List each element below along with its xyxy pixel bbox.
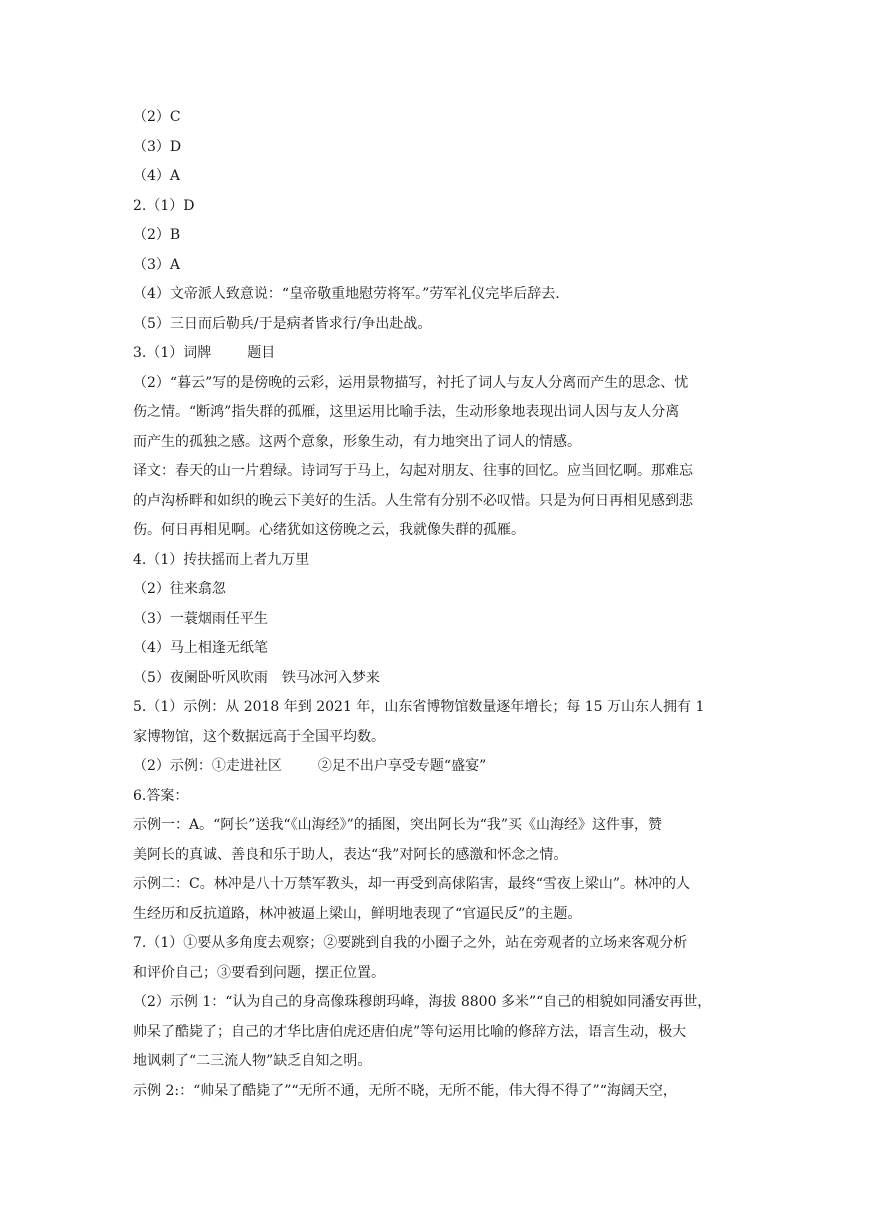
text-line: 生经历和反抗道路，林冲被逼上梁山，鲜明地表现了“官逼民反”的主题。 bbox=[133, 905, 582, 922]
text-line: （2）往来翕忽 bbox=[133, 581, 226, 597]
answer-text bbox=[133, 103, 738, 1106]
text-line: 帅呆了酷毙了；自己的才华比唐伯虎还唐伯虎”等句运用比喻的修辞方法，语言生动，极大 bbox=[133, 1023, 687, 1040]
text-line: 示例 2:：“帅呆了酷毙了”“无所不通，无所不晓，无所不能，伟大得不得了”“海阔天空， bbox=[133, 1082, 677, 1099]
text-line: 7.（1）①要从多角度去观察；②要跳到自我的小圈子之外，站在旁观者的立场来客观分析 bbox=[133, 935, 688, 951]
text-segment: 铁马冰河入梦来 bbox=[281, 669, 380, 686]
text-segment: 3.（1）词牌 bbox=[133, 345, 212, 361]
text-line: 4.（1）抟扶摇而上者九万里 bbox=[133, 551, 310, 568]
text-line: （4）A bbox=[133, 168, 181, 184]
text-line: （4）文帝派人致意说：“皇帝敬重地慰劳将军。”劳军礼仪完毕后辞去. bbox=[133, 286, 560, 302]
text-line: 的卢沟桥畔和如织的晚云下美好的生活。人生常有分别不必叹惜。只是为何日再相见感到悲 bbox=[133, 492, 693, 509]
text-line: 美阿长的真诚、善良和乐于助人，表达“我”对阿长的感激和怀念之情。 bbox=[133, 846, 568, 863]
text-line: （4）马上相逢无纸笔 bbox=[133, 640, 268, 656]
text-segment: （2）示例：①走进社区 bbox=[133, 758, 282, 774]
text-line: 和评价自己；③要看到问题，摆正位置。 bbox=[133, 964, 385, 981]
text-segment: ②足不出户享受专题“盛宴” bbox=[317, 758, 487, 774]
text-line: 译文：春天的山一片碧绿。诗词写于马上，勾起对朋友、往事的回忆。应当回忆啊。那难忘 bbox=[133, 463, 693, 479]
text-segment: 题目 bbox=[247, 345, 276, 361]
text-line: （3）A bbox=[133, 256, 181, 273]
text-line: （2）C bbox=[133, 109, 181, 125]
text-line: 家博物馆，这个数据远高于全国平均数。 bbox=[133, 728, 385, 745]
text-line: 示例一：A。“阿长”送我“《山海经》”的插图，突出阿长为“我”买《山海经》这件事，赞 bbox=[133, 817, 663, 833]
text-line: 5.（1）示例：从 2018 年到 2021 年，山东省博物馆数量逐年增长；每 15 万山东人拥有 1 bbox=[133, 699, 705, 715]
text-line bbox=[133, 664, 738, 694]
text-line: 而产生的孤独之感。这两个意象，形象生动，有力地突出了词人的情感。 bbox=[133, 433, 581, 450]
text-line: 2.（1）D bbox=[133, 197, 195, 214]
text-line: （2）“暮云”写的是傍晚的云彩，运用景物描写，衬托了词人与友人分离而产生的思念、忧 bbox=[133, 374, 689, 391]
text-line: 示例二：C。林冲是八十万禁军教头，却一再受到高俅陷害，最终“雪夜上梁山”。林冲的人 bbox=[133, 876, 691, 892]
text-line: 6.答案： bbox=[133, 787, 189, 804]
text-line: 地讽刺了“二三流人物”缺乏自知之明。 bbox=[133, 1053, 372, 1069]
text-segment: （5）夜阑卧听风吹雨 bbox=[133, 669, 268, 686]
text-line bbox=[133, 752, 738, 782]
text-line: （2）B bbox=[133, 227, 181, 243]
text-line: （5）三日而后勒兵/于是病者皆求行/争出赴战。 bbox=[133, 315, 432, 332]
text-line bbox=[133, 339, 738, 369]
text-line: （3）D bbox=[133, 138, 182, 155]
text-line: （2）示例 1：“认为自己的身高像珠穆朗玛峰，海拔 8800 多米”“自己的相貌如同潘安再世， bbox=[133, 994, 712, 1010]
text-line: 伤。何日再相见啊。心绪犹如这傍晚之云，我就像失群的孤雁。 bbox=[133, 522, 525, 538]
text-line: 伤之情。“断鸿”指失群的孤雁，这里运用比喻手法，生动形象地表现出词人因与友人分离 bbox=[133, 404, 680, 420]
text-line: （3）一蓑烟雨任平生 bbox=[133, 610, 268, 627]
